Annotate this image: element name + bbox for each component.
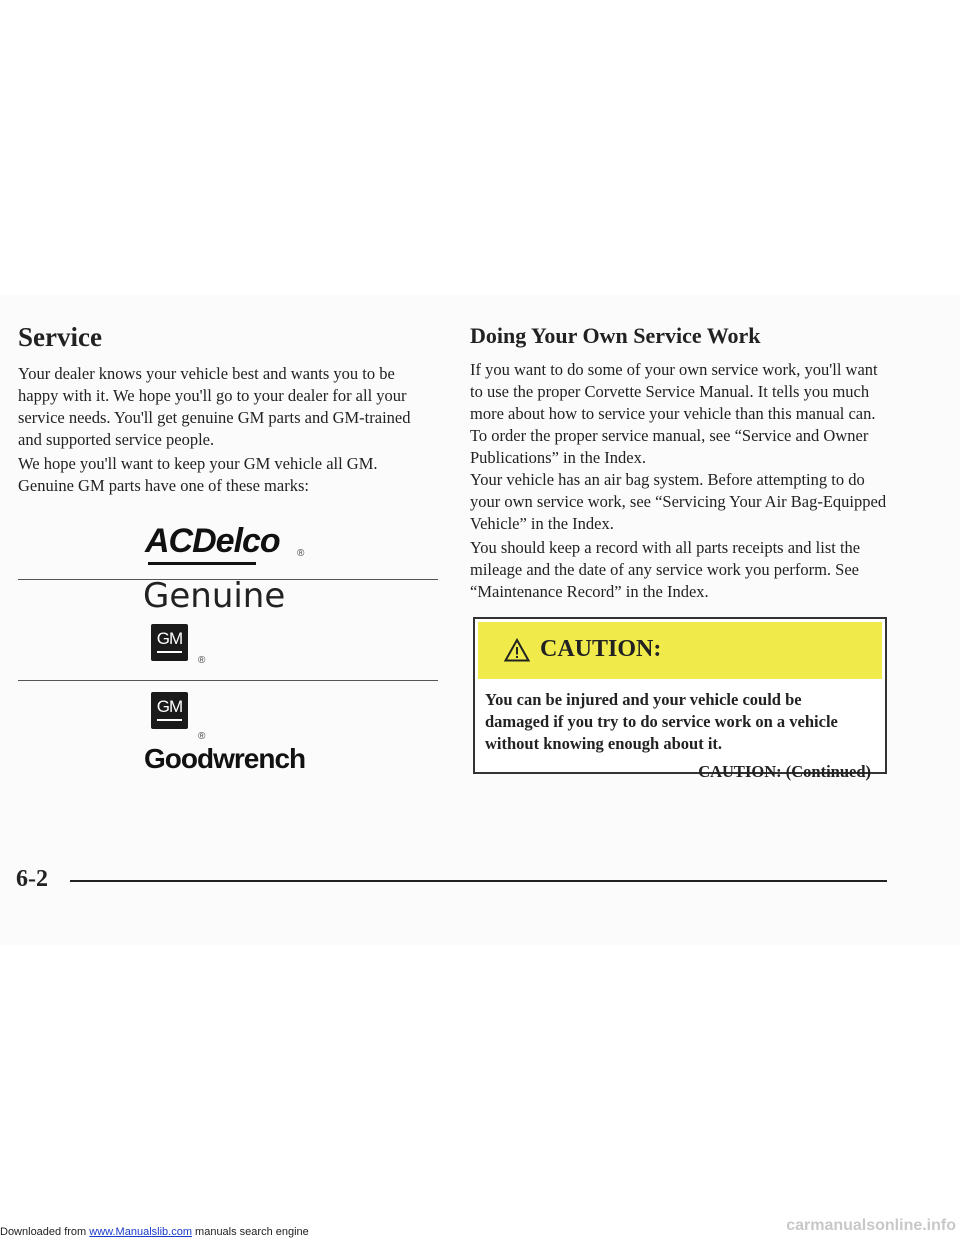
site-watermark: carmanualsonline.info: [786, 1217, 956, 1234]
caution-body: You can be injured and your vehicle could be damaged if you try to do service work on a vehicle without knowing enough about it.: [485, 690, 838, 753]
registered-mark: ®: [297, 548, 305, 559]
caution-header: [478, 622, 882, 679]
footer-suffix: manuals search engine: [191, 1226, 309, 1238]
caution-continued: CAUTION: (Continued): [698, 762, 871, 781]
gm-logo-text: GM: [156, 629, 183, 648]
acdelco-logo-underline: [148, 562, 256, 565]
download-footer: [0, 1226, 309, 1238]
gm-logo-icon: [151, 692, 188, 729]
page-number-rule: [70, 880, 887, 882]
manualslib-link[interactable]: www.Manualslib.com: [89, 1226, 192, 1238]
genuine-logo-text: Genuine: [143, 576, 286, 616]
registered-mark: ®: [198, 731, 206, 742]
registered-mark: ®: [198, 655, 206, 666]
own-service-paragraph-2: Your vehicle has an air bag system. Before attempting to do your own service work, see “Servicing Your Air Bag-Equipped Vehicle” in the Index.: [470, 470, 887, 533]
service-paragraph-1: Your dealer knows your vehicle best and wants you to be happy with it. We hope you'll go to your dealer for all your service needs. You'll get genuine GM parts and GM-trained and supported service people.: [18, 364, 411, 449]
caution-title: CAUTION:: [540, 636, 662, 662]
caution-box: [473, 617, 887, 781]
service-paragraph-2: We hope you'll want to keep your GM vehicle all GM. Genuine GM parts have one of these marks:: [18, 454, 378, 495]
goodwrench-logo: Goodwrench: [144, 743, 306, 774]
footer-prefix: Downloaded from: [0, 1226, 90, 1238]
own-service-paragraph-1: If you want to do some of your own service work, you'll want to use the proper Corvette Service Manual. It tells you much more about how to service your vehicle than this manual can. To order the proper service manual, see “Service and Owner Publications” in the Index.: [470, 360, 878, 467]
section-heading-service: Service: [18, 322, 102, 352]
own-service-paragraph-3: You should keep a record with all parts receipts and list the mileage and the date of any service work you perform. See “Maintenance Record” in the Index.: [470, 538, 861, 601]
acdelco-logo: ACDelco: [145, 522, 280, 560]
gm-logo-bar: [157, 651, 182, 653]
marks-divider-bottom: [18, 680, 438, 681]
gm-logo-text: GM: [156, 697, 183, 716]
section-heading-doing-own-service: Doing Your Own Service Work: [470, 323, 761, 348]
warning-triangle-icon: [504, 638, 530, 662]
gm-logo-bar: [157, 719, 182, 721]
page-number: 6-2: [16, 866, 48, 892]
gm-logo-icon: [151, 624, 188, 661]
